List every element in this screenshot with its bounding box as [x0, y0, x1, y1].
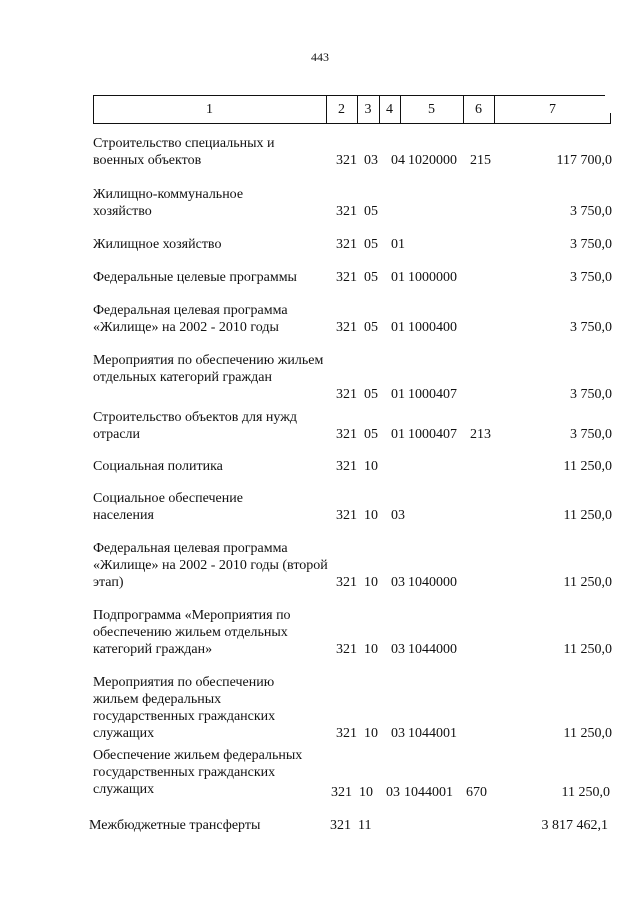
row-section-code: 05 — [364, 387, 378, 402]
row-section-code: 05 — [364, 320, 378, 335]
row-subsection-code: 03 — [391, 575, 405, 590]
row-subsection-code: 01 — [391, 237, 405, 252]
row-name: Федеральная целевая программа «Жилище» на 2002 - 2010 годы — [93, 303, 288, 335]
header-col-3: 3 — [364, 102, 372, 117]
row-amount: 3 750,0 — [570, 270, 612, 285]
header-col-1: 1 — [206, 102, 213, 117]
row-subsection-code: 01 — [391, 270, 405, 285]
row-amount: 11 250,0 — [563, 642, 612, 657]
row-section-code: 05 — [364, 270, 378, 285]
row-section-code: 10 — [359, 785, 373, 800]
header-col-5: 5 — [428, 102, 435, 117]
row-target-code: 1040000 — [408, 575, 457, 590]
header-col-7: 7 — [549, 102, 556, 117]
row-amount: 11 250,0 — [563, 459, 612, 474]
row-section-code: 05 — [364, 237, 378, 252]
row-target-code: 1044001 — [408, 726, 457, 741]
row-name: Федеральная целевая программа «Жилище» на 2002 - 2010 годы (второй этап) — [93, 541, 328, 590]
row-admin-code: 321 — [336, 320, 357, 335]
row-admin-code: 321 — [336, 153, 357, 168]
row-name: Федеральные целевые программы — [93, 270, 297, 285]
row-admin-code: 321 — [336, 237, 357, 252]
row-section-code: 10 — [364, 642, 378, 657]
row-admin-code: 321 — [331, 785, 352, 800]
row-target-code: 1000000 — [408, 270, 457, 285]
row-subsection-code: 03 — [386, 785, 400, 800]
row-name: Мероприятия по обеспечению жильем федеральных государственных гражданских служащих — [93, 675, 276, 741]
header-col-6: 6 — [475, 102, 482, 117]
row-section-code: 11 — [358, 818, 372, 833]
row-name: Строительство объектов для нужд отрасли — [93, 410, 298, 442]
header-col-4: 4 — [386, 102, 393, 117]
row-name: Социальная политика — [93, 459, 223, 474]
row-section-code: 10 — [364, 508, 378, 523]
row-amount: 117 700,0 — [556, 153, 612, 168]
row-admin-code: 321 — [336, 270, 357, 285]
row-expense-type: 215 — [470, 153, 491, 168]
row-target-code: 1044001 — [404, 785, 453, 800]
row-amount: 3 750,0 — [570, 320, 612, 335]
row-admin-code: 321 — [336, 726, 357, 741]
row-section-code: 03 — [364, 153, 378, 168]
header-col-2: 2 — [338, 102, 345, 117]
row-target-code: 1000407 — [408, 427, 457, 442]
row-subsection-code: 04 — [391, 153, 405, 168]
row-name: Подпрограмма «Мероприятия по обеспечению жильем отдельных категорий граждан» — [93, 608, 291, 657]
row-admin-code: 321 — [336, 575, 357, 590]
row-section-code: 10 — [364, 459, 378, 474]
row-subsection-code: 03 — [391, 642, 405, 657]
row-amount: 11 250,0 — [563, 726, 612, 741]
row-admin-code: 321 — [336, 204, 357, 219]
row-section-code: 10 — [364, 726, 378, 741]
row-amount: 11 250,0 — [563, 508, 612, 523]
row-subsection-code: 01 — [391, 427, 405, 442]
row-admin-code: 321 — [336, 459, 357, 474]
row-admin-code: 321 — [336, 642, 357, 657]
row-admin-code: 321 — [336, 427, 357, 442]
row-expense-type: 213 — [470, 427, 491, 442]
row-section-code: 05 — [364, 204, 378, 219]
row-name: Социальное обеспечение населения — [93, 491, 243, 523]
row-amount: 3 750,0 — [570, 427, 612, 442]
row-name: Мероприятия по обеспечению жильем отдельных категорий граждан — [93, 353, 324, 385]
row-amount: 3 750,0 — [570, 387, 612, 402]
row-subsection-code: 03 — [391, 508, 405, 523]
row-subsection-code: 03 — [391, 726, 405, 741]
row-target-code: 1000407 — [408, 387, 457, 402]
row-name: Строительство специальных и военных объектов — [93, 136, 275, 168]
row-admin-code: 321 — [336, 508, 357, 523]
row-section-code: 10 — [364, 575, 378, 590]
row-amount: 11 250,0 — [561, 785, 610, 800]
row-name: Межбюджетные трансферты — [89, 818, 261, 833]
row-amount: 3 817 462,1 — [541, 818, 608, 833]
row-amount: 3 750,0 — [570, 204, 612, 219]
row-amount: 11 250,0 — [563, 575, 612, 590]
row-target-code: 1044000 — [408, 642, 457, 657]
row-name: Жилищное хозяйство — [93, 237, 222, 252]
row-subsection-code: 01 — [391, 387, 405, 402]
row-section-code: 05 — [364, 427, 378, 442]
row-target-code: 1020000 — [408, 153, 457, 168]
page-number: 443 — [311, 50, 329, 64]
row-name: Обеспечение жильем федеральных государственных гражданских служащих — [93, 748, 303, 797]
row-name: Жилищно-коммунальное хозяйство — [93, 187, 244, 219]
row-admin-code: 321 — [336, 387, 357, 402]
row-admin-code: 321 — [330, 818, 351, 833]
row-target-code: 1000400 — [408, 320, 457, 335]
row-amount: 3 750,0 — [570, 237, 612, 252]
row-expense-type: 670 — [466, 785, 487, 800]
row-subsection-code: 01 — [391, 320, 405, 335]
